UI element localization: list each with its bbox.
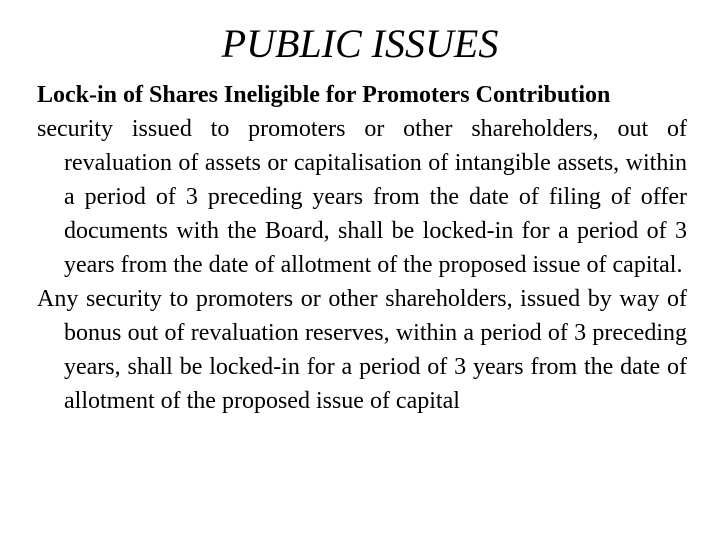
paragraph-lockin-bonus-reserves: Any security to promoters or other shareholders, issued by way of bonus out of revaluation reserves, within a period of 3 preceding years, shall be locked-in for a period of 3 years from the date of allotment of the proposed issue of capital <box>37 286 687 414</box>
slide-body <box>37 78 687 418</box>
paragraph-lockin-revaluation-assets: security issued to promoters or other shareholders, out of revaluation of assets or capitalisation of intangible assets, within a period of 3 preceding years from the date of filing of offer documents with the Board, shall be locked-in for a period of 3 years from the date of allotment of the proposed issue of capital. <box>37 116 687 278</box>
section-heading: Lock-in of Shares Ineligible for Promoters Contribution <box>37 82 611 108</box>
slide-title: PUBLIC ISSUES <box>221 21 499 66</box>
